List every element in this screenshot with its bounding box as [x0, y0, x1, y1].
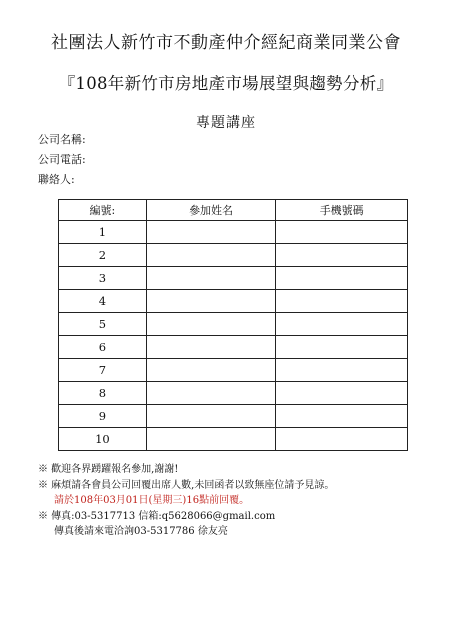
table-row [59, 382, 408, 405]
notes-section [38, 462, 334, 540]
mobile-number-cell[interactable] [276, 428, 408, 451]
table-row [59, 221, 408, 244]
mobile-number-cell[interactable] [276, 267, 408, 290]
row-number: 9 [59, 405, 147, 428]
header-number: 編號: [59, 200, 147, 221]
attendee-name-cell[interactable] [146, 359, 276, 382]
mobile-number-cell[interactable] [276, 313, 408, 336]
attendee-name-cell[interactable] [146, 221, 276, 244]
mobile-number-cell[interactable] [276, 336, 408, 359]
mobile-number-cell[interactable] [276, 382, 408, 405]
note-deadline: 請於108年03月01日(星期三)16點前回覆。 [54, 495, 250, 506]
row-number: 3 [59, 267, 147, 290]
row-number: 5 [59, 313, 147, 336]
attendee-table [58, 199, 408, 451]
mobile-number-cell[interactable] [276, 405, 408, 428]
table-row [59, 359, 408, 382]
mobile-number-cell[interactable] [276, 290, 408, 313]
table-row [59, 267, 408, 290]
mobile-number-cell[interactable] [276, 359, 408, 382]
attendee-name-cell[interactable] [146, 405, 276, 428]
table-row [59, 290, 408, 313]
attendee-name-cell[interactable] [146, 382, 276, 405]
header-mobile-number: 手機號碼 [276, 200, 408, 221]
organization-name: 社團法人新竹市不動產仲介經紀商業同業公會 [51, 33, 401, 53]
row-number: 2 [59, 244, 147, 267]
table-row [59, 244, 408, 267]
row-number: 7 [59, 359, 147, 382]
event-title: 『108年新竹市房地產市場展望與趨勢分析』 [58, 74, 394, 93]
attendee-name-cell[interactable] [146, 336, 276, 359]
mobile-number-cell[interactable] [276, 221, 408, 244]
row-number: 6 [59, 336, 147, 359]
table-row [59, 313, 408, 336]
company-name-label: 公司名稱: [38, 133, 86, 146]
table-row [59, 428, 408, 451]
row-number: 1 [59, 221, 147, 244]
contact-person-label: 聯絡人: [38, 173, 75, 186]
attendee-name-cell[interactable] [146, 267, 276, 290]
mobile-number-cell[interactable] [276, 244, 408, 267]
header-attendee-name: 參加姓名 [146, 200, 276, 221]
note-fax-email: ※ 傳真:03-5317713 信箱:q5628066@gmail.com [38, 510, 276, 522]
note-rsvp-request: ※ 麻煩請各會員公司回覆出席人數,未回函者以致無座位請予見諒。 [38, 479, 335, 491]
note-contact-phone: 傳真後請來電洽詢03-5317786 徐友亮 [54, 526, 228, 537]
row-number: 8 [59, 382, 147, 405]
attendee-name-cell[interactable] [146, 244, 276, 267]
attendee-name-cell[interactable] [146, 290, 276, 313]
attendee-name-cell[interactable] [146, 428, 276, 451]
table-row [59, 405, 408, 428]
attendee-name-cell[interactable] [146, 313, 276, 336]
note-welcome: ※ 歡迎各界踴躍報名參加,謝謝! [38, 464, 179, 475]
table-header-row [59, 200, 408, 221]
table-row [59, 336, 408, 359]
company-phone-label: 公司電話: [38, 153, 86, 166]
event-subtitle: 專題講座 [196, 115, 256, 131]
row-number: 4 [59, 290, 147, 313]
row-number: 10 [59, 428, 147, 451]
